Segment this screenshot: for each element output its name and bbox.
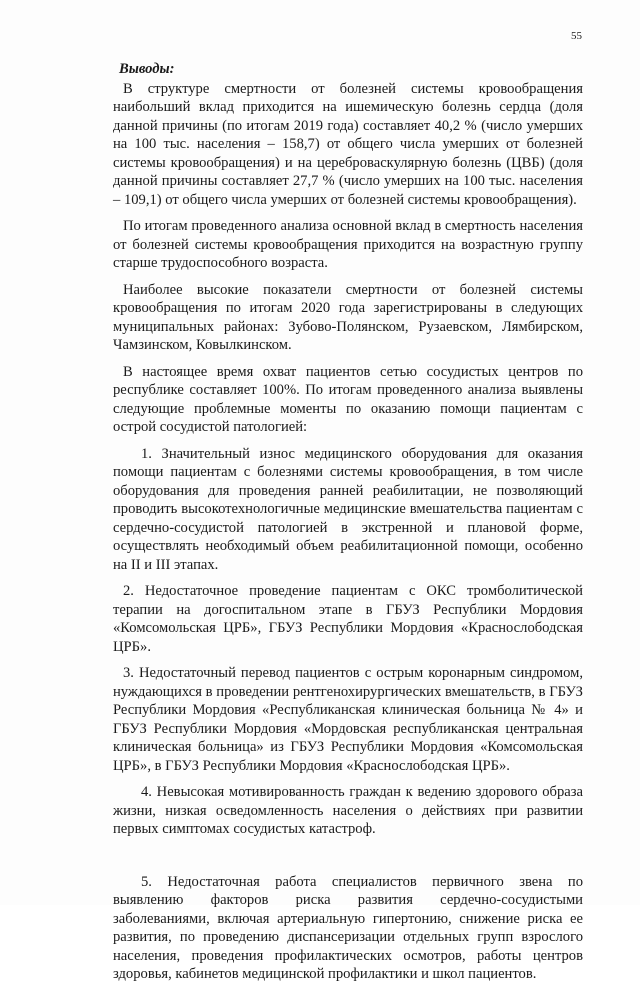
conclusions-heading: Выводы: bbox=[119, 61, 175, 77]
list-item-4: 4. Невысокая мотивированность граждан к ведению здорового образа жизни, низкая осведомленность населения о действиях при развитии первых симптомах сосудистых катастроф. bbox=[113, 784, 583, 837]
paragraph-mortality-structure: В структуре смертности от болезней системы кровообращения наибольший вклад приходится на ишемическую болезнь сердца (доля данной причины (по итогам 2019 года) составляет 40,2 % (число умерших на 100 тыс. населения – 158,7) от общего числа умерших от болезней системы кровообращения) и на цереброваскулярную болезнь (ЦВБ) (доля данной причины составляет 27,7 % (число умерших на 100 тыс. населения – 109,1) от общего числа умерших от болезней системы кровообращения). bbox=[113, 80, 583, 208]
paragraph-coverage: В настоящее время охват пациентов сетью сосудистых центров по республике составляет 100%. По итогам проведенного анализа выявлены следующие проблемные моменты по оказанию помощи пациентам с острой сосудистой патологией: bbox=[113, 363, 583, 435]
list-item-5: 5. Недостаточная работа специалистов первичного звена по выявлению факторов риска развития сердечно-сосудистыми заболеваниями, включая артериальную гипертонию, снижение риска ее развития, по проведению диспансеризации отдельных групп взрослого населения, проведения профилактических осмотров, работы центров здоровья, кабинетов медицинской профилактики и школ пациентов. bbox=[113, 873, 583, 982]
document-body bbox=[113, 60, 583, 984]
list-item-3: 3. Недостаточный перевод пациентов с острым коронарным синдромом, нуждающихся в проведении рентгенохирургических вмешательств, в ГБУЗ Республики Мордовия «Республиканская клиническая больница № 4» и ГБУЗ Республики Мордовия «Мордовская республиканская центральная клиническая больница» из ГБУЗ Республики Мордовия «Комсомольская ЦРБ», в ГБУЗ Республики Мордовия «Краснослободская ЦРБ». bbox=[113, 665, 583, 774]
paragraph-districts: Наиболее высокие показатели смертности от болезней системы кровообращения по итогам 2020 года зарегистрированы в следующих муниципальных районах: Зубово-Полянском, Рузаевском, Лямбирском, Чамзинском, Ковылкинском. bbox=[113, 281, 583, 353]
list-item-2: 2. Недостаточное проведение пациентам с ОКС тромболитической терапии на догоспитальном этапе в ГБУЗ Республики Мордовия «Комсомольская ЦРБ», ГБУЗ Республики Мордовия «Краснослободская ЦРБ». bbox=[113, 583, 583, 655]
list-item-1: 1. Значительный износ медицинского оборудования для оказания помощи пациентам с болезнями системы кровообращения, в том числе оборудования для проведения ранней реабилитации, не позволяющий проводить высокотехнологичные медицинские вмешательства пациентам с сердечно-сосудистой патологией в экстренной и плановой форме, осуществлять необходимый объем реабилитационной помощи, особенно на II и III этапах. bbox=[113, 445, 583, 573]
paragraph-age-group: По итогам проведенного анализа основной вклад в смертность населения от болезней системы кровообращения приходится на возрастную группу старше трудоспособного возраста. bbox=[113, 218, 583, 271]
page-number: 55 bbox=[571, 30, 582, 42]
